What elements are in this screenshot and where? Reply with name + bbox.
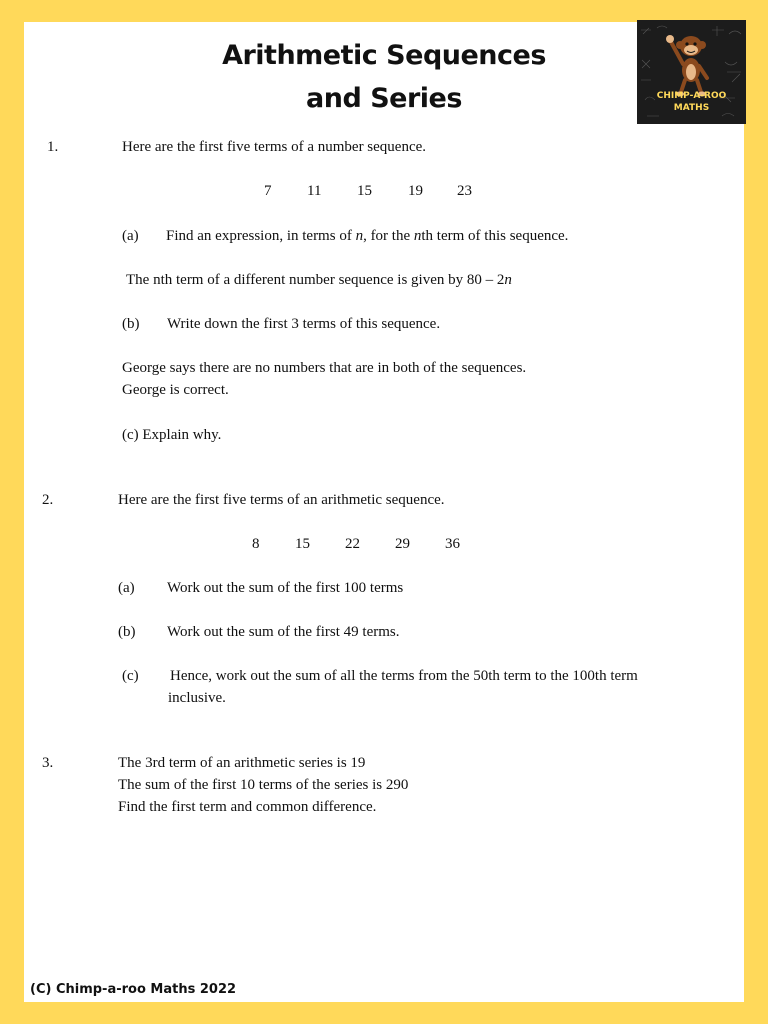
q2-a-label: (a) bbox=[118, 580, 135, 596]
q1-c-question: (c) Explain why. bbox=[122, 427, 222, 443]
q2-c-question-line1: Hence, work out the sum of all the terms from the 50th term to the 100th term bbox=[170, 668, 638, 684]
q2-b-label: (b) bbox=[118, 624, 136, 640]
q1-a-label: (a) bbox=[122, 228, 139, 244]
q1-a-question: Find an expression, in terms of n, for the nth term of this sequence. bbox=[166, 228, 569, 244]
q2-c-label: (c) bbox=[122, 668, 139, 684]
chimp-a-roo-logo bbox=[637, 20, 746, 124]
q1-term: 19 bbox=[408, 183, 423, 199]
q1-term: 23 bbox=[457, 183, 472, 199]
q3-line3: Find the first term and common difference. bbox=[118, 799, 377, 815]
q1-george-line2: George is correct. bbox=[122, 382, 229, 398]
q2-b-question: Work out the sum of the first 49 terms. bbox=[167, 624, 400, 640]
q2-term: 8 bbox=[252, 536, 260, 552]
q2-c-question-line2: inclusive. bbox=[168, 690, 226, 706]
q2-term: 15 bbox=[295, 536, 310, 552]
q1-term: 15 bbox=[357, 183, 372, 199]
logo-brand-line1: CHIMP-A-ROO bbox=[656, 91, 727, 101]
page-title-line1: Arithmetic Sequences bbox=[222, 40, 546, 71]
q1-term: 11 bbox=[307, 183, 322, 199]
q2-intro: Here are the first five terms of an arithmetic sequence. bbox=[118, 492, 445, 508]
q2-term: 29 bbox=[395, 536, 410, 552]
q1-intro: Here are the first five terms of a number sequence. bbox=[122, 139, 427, 155]
q3-line2: The sum of the first 10 terms of the series is 290 bbox=[118, 777, 409, 793]
q1-b-question: Write down the first 3 terms of this sequence. bbox=[167, 316, 441, 332]
page-title-line2: and Series bbox=[306, 83, 462, 114]
q1-nth-term-statement: The nth term of a different number sequence is given by 80 – 2n bbox=[126, 272, 512, 288]
q2-term: 36 bbox=[445, 536, 460, 552]
q1-number: 1. bbox=[47, 139, 59, 155]
q1-term: 7 bbox=[264, 183, 272, 199]
q1-b-label: (b) bbox=[122, 316, 140, 332]
monkey-icon bbox=[666, 35, 707, 97]
q2-number: 2. bbox=[42, 492, 54, 508]
q1-george-line1: George says there are no numbers that are in both of the sequences. bbox=[122, 360, 527, 376]
q2-term: 22 bbox=[345, 536, 360, 552]
copyright-footer: (C) Chimp-a-roo Maths 2022 bbox=[30, 982, 237, 997]
worksheet-page bbox=[24, 22, 744, 1002]
q3-line1: The 3rd term of an arithmetic series is 19 bbox=[118, 755, 366, 771]
q3-number: 3. bbox=[42, 755, 54, 771]
logo-brand-line2: MATHS bbox=[673, 103, 710, 113]
q2-a-question: Work out the sum of the first 100 terms bbox=[167, 580, 404, 596]
